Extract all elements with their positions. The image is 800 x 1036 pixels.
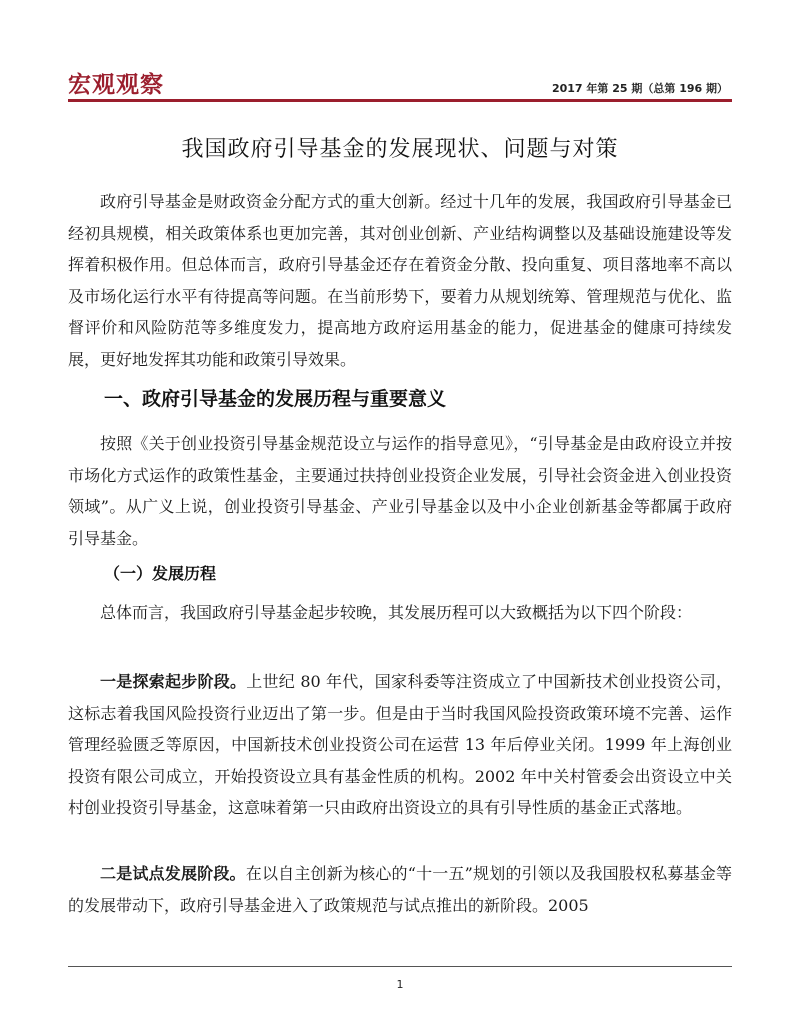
stage1-paragraph: [68, 666, 732, 824]
header-brand: 宏观观察: [68, 72, 164, 98]
stage2-lead: 二是试点发展阶段。: [100, 864, 246, 883]
stage1-block: [68, 666, 732, 824]
section-heading: 一、政府引导基金的发展历程与重要意义: [104, 388, 447, 410]
page-number: 1: [396, 978, 404, 991]
intro-paragraph-block: [68, 186, 732, 375]
stage2-paragraph: [68, 858, 732, 921]
section-paragraph: 按照《关于创业投资引导基金规范设立与运作的指导意见》，“引导基金是由政府设立并按市场化方式运作的政策性基金，主要通过扶持创业投资企业发展，引导社会资金进入创业投资领域”。从广义上说，创业投资引导基金、产业引导基金以及中小企业创新基金等都属于政府引导基金。: [68, 434, 732, 548]
section-paragraph-block: [68, 428, 732, 554]
stage1-lead: 一是探索起步阶段。: [100, 672, 247, 691]
article-title: 我国政府引导基金的发展现状、问题与对策: [181, 137, 619, 162]
stage2-block: [68, 858, 732, 921]
stage1-text: 上世纪 80 年代，国家科委等注资成立了中国新技术创业投资公司，这标志着我国风险投资行业迈出了第一步。但是由于当时我国风险投资政策环境不完善、运作管理经验匮乏等原因，中国新技术创业投资公司在运营 13 年后停业关闭。1999 年上海创业投资有限公司成立，开始投资设立具有基金性质的机构。2002 年中关村管委会出资设立中关村创业投资引导基金，这意味着第一只由政府出资设立的具有引导性质的基金正式落地。: [68, 672, 732, 817]
subsection-intro-block: [68, 597, 732, 629]
subsection-heading: （一）发展历程: [104, 564, 217, 583]
footer-divider: [68, 966, 732, 967]
issue-number: 2017 年第 25 期（总第 196 期）: [551, 82, 728, 95]
header-divider: [68, 99, 732, 102]
intro-paragraph: 政府引导基金是财政资金分配方式的重大创新。经过十几年的发展，我国政府引导基金已经初具规模，相关政策体系也更加完善，其对创业创新、产业结构调整以及基础设施建设等发挥着积极作用。但总体而言，政府引导基金还存在着资金分散、投向重复、项目落地率不高以及市场化运行水平有待提高等问题。在当前形势下，要着力从规划统筹、管理规范与优化、监督评价和风险防范等多维度发力，提高地方政府运用基金的能力，促进基金的健康可持续发展，更好地发挥其功能和政策引导效果。: [68, 192, 732, 369]
subsection-intro: 总体而言，我国政府引导基金起步较晚，其发展历程可以大致概括为以下四个阶段：: [100, 603, 693, 622]
stage2-text: 在以自主创新为核心的“十一五”规划的引领以及我国股权私募基金等的发展带动下，政府引导基金进入了政策规范与试点推出的新阶段。2005: [68, 864, 732, 915]
